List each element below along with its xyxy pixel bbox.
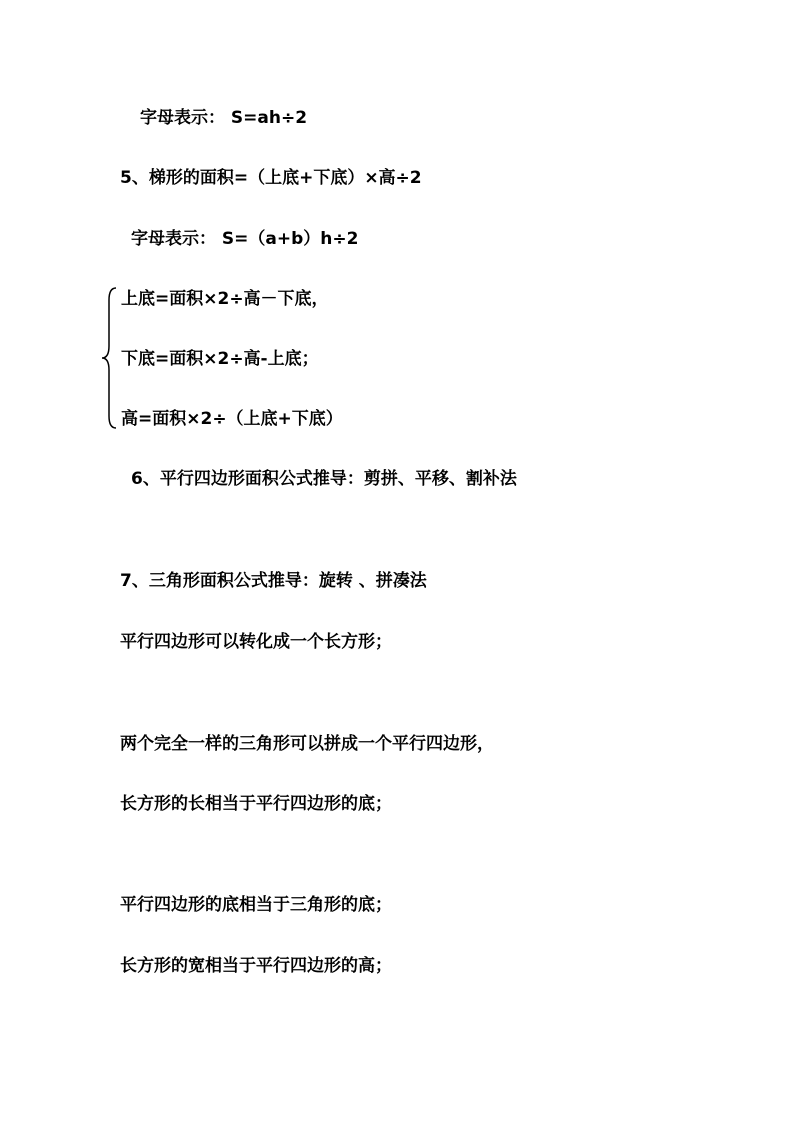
note-width-equals-height: 长方形的宽相当于平行四边形的高； <box>120 956 392 976</box>
trapezoid-area-formula: 5、梯形的面积=（上底+下底）×高÷2 <box>120 168 422 188</box>
note-two-triangles: 两个完全一样的三角形可以拼成一个平行四边形， <box>120 734 494 754</box>
left-curly-brace <box>100 286 118 430</box>
trapezoid-formula-symbolic: 字母表示： S=（a+b）h÷2 <box>131 229 359 249</box>
upper-base-formula: 上底=面积×2÷高－下底， <box>121 289 329 309</box>
parallelogram-derivation: 6、平行四边形面积公式推导：剪拼、平移、割补法 <box>131 469 517 489</box>
note-length-equals-base: 长方形的长相当于平行四边形的底； <box>120 794 392 814</box>
triangle-formula-symbolic: 字母表示： S=ah÷2 <box>140 108 308 128</box>
note-base-equals-triangle-base: 平行四边形的底相当于三角形的底； <box>120 895 392 915</box>
height-formula: 高=面积×2÷（上底+下底） <box>121 409 343 429</box>
triangle-derivation: 7、三角形面积公式推导：旋转 、拼凑法 <box>120 571 427 591</box>
lower-base-formula: 下底=面积×2÷高-上底； <box>121 349 319 369</box>
note-parallelogram-to-rectangle: 平行四边形可以转化成一个长方形； <box>120 632 392 652</box>
